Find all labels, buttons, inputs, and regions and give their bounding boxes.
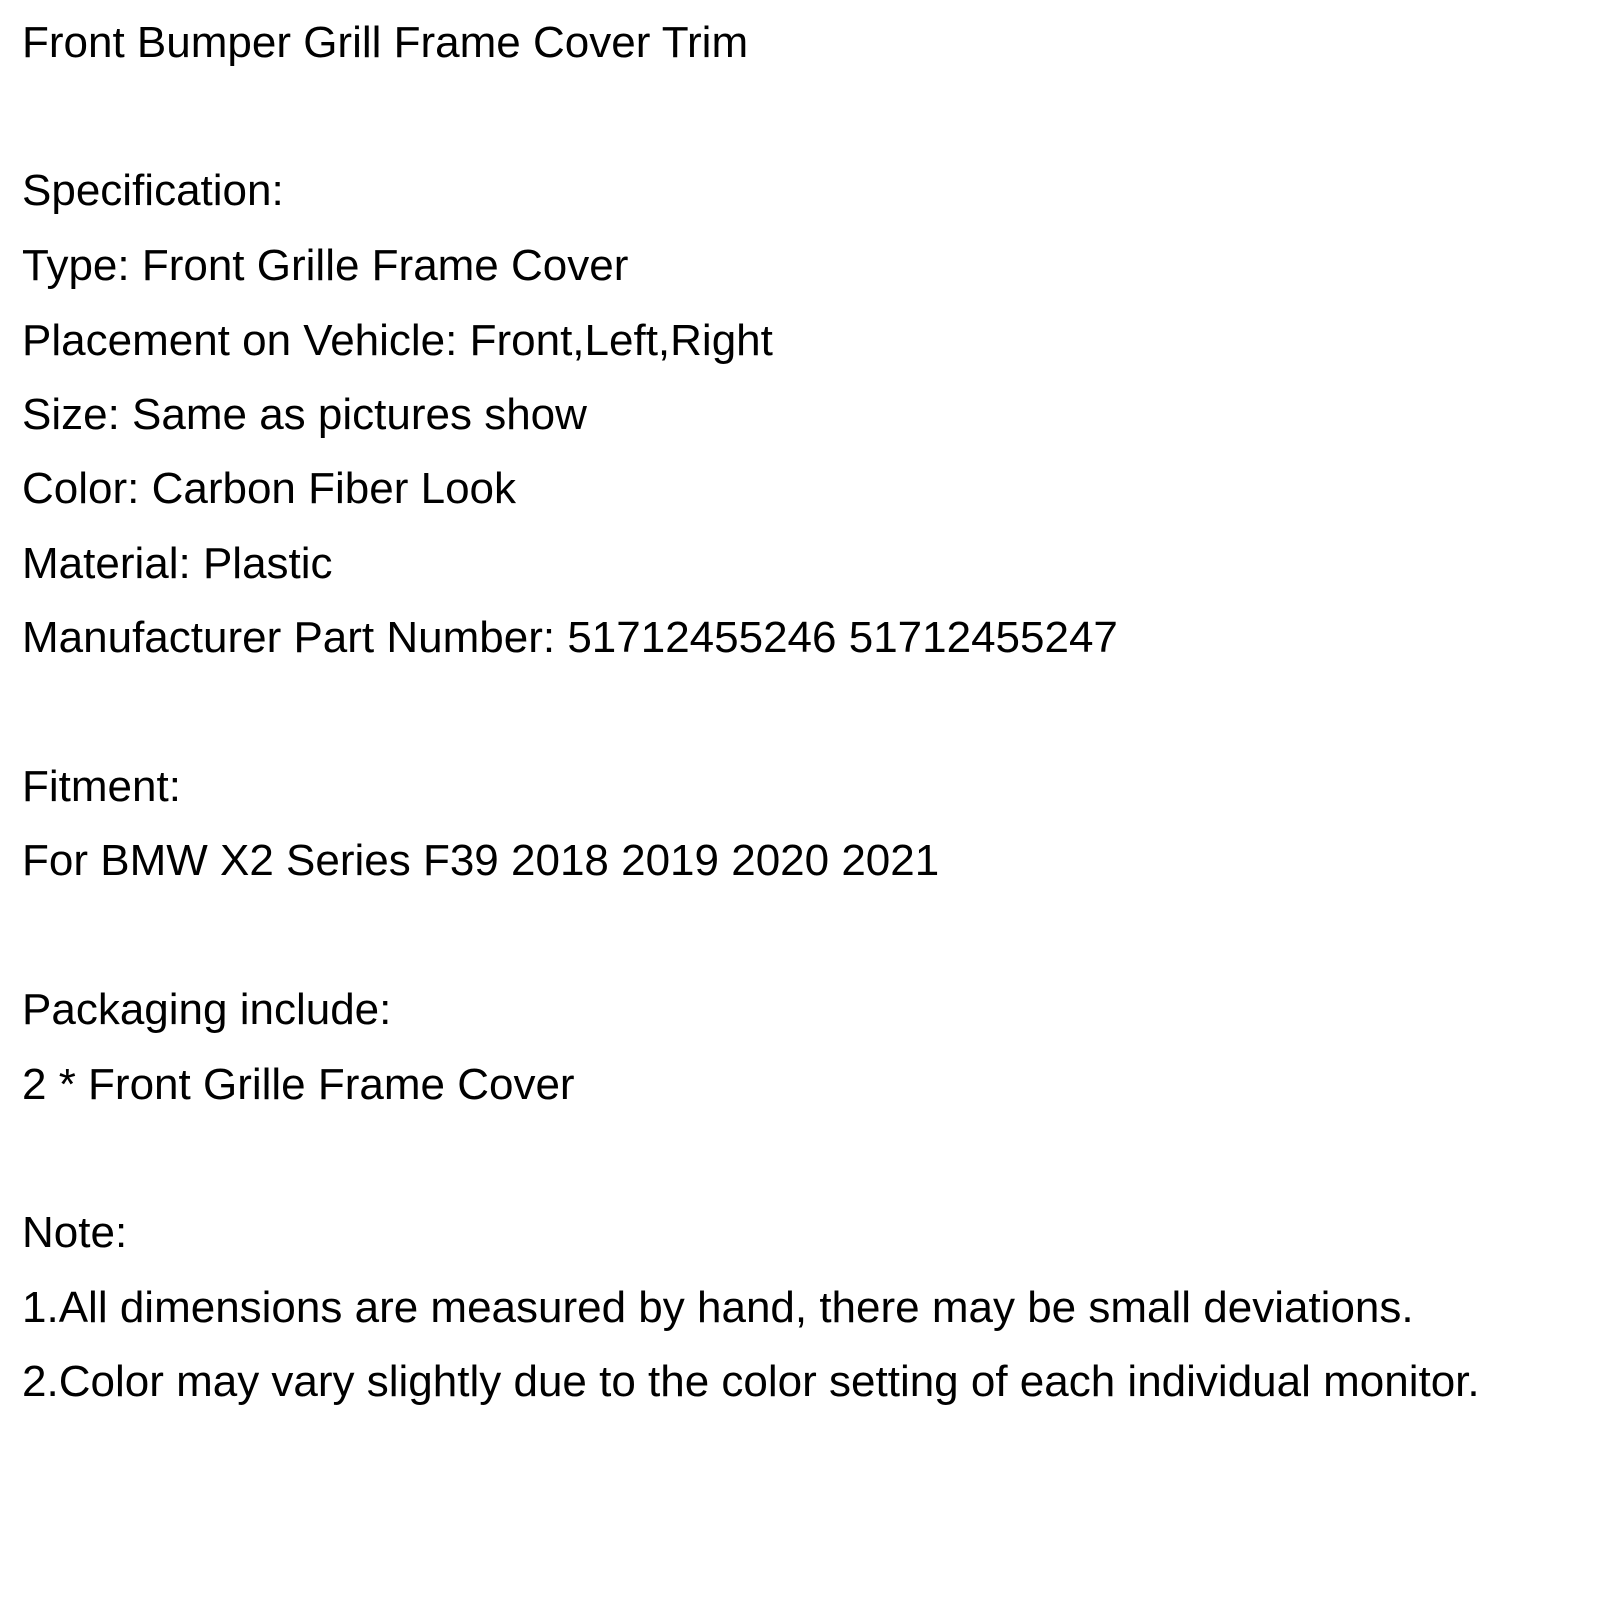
note-item: 2.Color may vary slightly due to the color setting of each individual monitor. (22, 1357, 1480, 1406)
packaging-heading: Packaging include: (22, 985, 392, 1034)
spec-placement: Placement on Vehicle: Front,Left,Right (22, 316, 773, 365)
spec-color: Color: Carbon Fiber Look (22, 464, 517, 513)
note-heading: Note: (22, 1208, 128, 1257)
spec-type: Type: Front Grille Frame Cover (22, 241, 629, 290)
fitment-text: For BMW X2 Series F39 2018 2019 2020 2021 (22, 836, 940, 885)
spec-size: Size: Same as pictures show (22, 390, 587, 439)
fitment-heading: Fitment: (22, 762, 181, 811)
page-title: Front Bumper Grill Frame Cover Trim (22, 18, 749, 67)
packaging-text: 2 * Front Grille Frame Cover (22, 1060, 575, 1109)
specification-heading: Specification: (22, 166, 284, 215)
spec-part-number: Manufacturer Part Number: 51712455246 51712455247 (22, 613, 1118, 662)
note-item: 1.All dimensions are measured by hand, there may be small deviations. (22, 1283, 1414, 1332)
spec-material: Material: Plastic (22, 539, 333, 588)
